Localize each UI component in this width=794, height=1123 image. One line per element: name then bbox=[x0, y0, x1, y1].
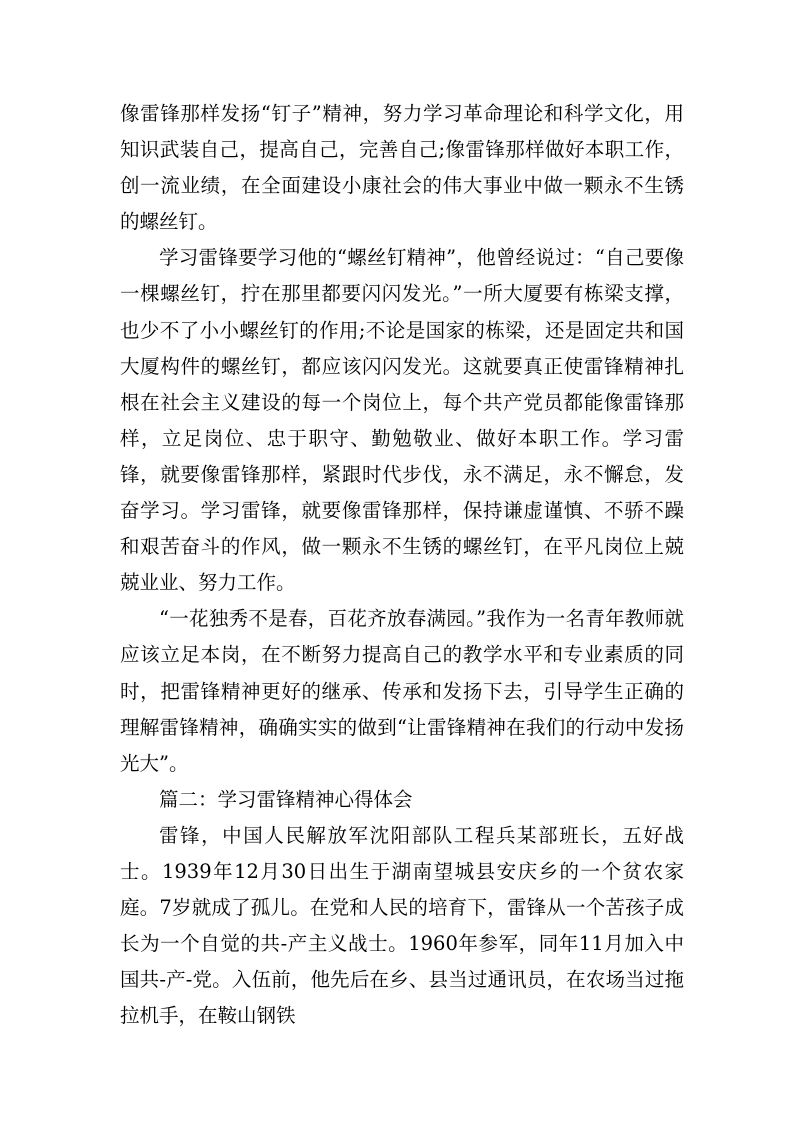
paragraph-biography bbox=[120, 818, 684, 1035]
section-heading bbox=[120, 782, 684, 818]
heading-text: 篇二：学习雷锋精神心得体会 bbox=[159, 787, 413, 811]
paragraph-young-teacher bbox=[120, 601, 684, 781]
document-body bbox=[120, 96, 684, 1034]
paragraph-screw-spirit bbox=[120, 240, 684, 601]
paragraph-text: 像雷锋那样发扬“钉子”精神，努力学习革命理论和科学文化，用知识武装自己，提高自己，完善自己;像雷锋那样做好本职工作，创一流业绩，在全面建设小康社会的伟大事业中做一颗永不生锈的螺丝钉。 bbox=[120, 102, 684, 234]
paragraph-text: “一花独秀不是春，百花齐放春满园。”我作为一名青年教师就应该立足本岗，在不断努力提高自己的教学水平和专业素质的同时，把雷锋精神更好的继承、传承和发扬下去，引导学生正确的理解雷锋精神，确确实实的做到“让雷锋精神在我们的行动中发扬光大”。 bbox=[120, 607, 684, 775]
paragraph-text: 学习雷锋要学习他的“螺丝钉精神”，他曾经说过：“自己要像一棵螺丝钉，拧在那里都要闪闪发光。”一所大厦要有栋梁支撑，也少不了小小螺丝钉的作用;不论是国家的栋梁，还是固定共和国大厦构件的螺丝钉，都应该闪闪发光。这就要真正使雷锋精神扎根在社会主义建设的每一个岗位上，每个共产党员都能像雷锋那样，立足岗位、忠于职守、勤勉敬业、做好本职工作。学习雷锋，就要像雷锋那样，紧跟时代步伐，永不满足，永不懈怠，发奋学习。学习雷锋，就要像雷锋那样，保持谦虚谨慎、不骄不躁和艰苦奋斗的作风，做一颗永不生锈的螺丝钉，在平凡岗位上兢兢业业、努力工作。 bbox=[120, 246, 684, 595]
paragraph-text: 雷锋，中国人民解放军沈阳部队工程兵某部班长，五好战士。1939年12月30日出生于湖南望城县安庆乡的一个贫农家庭。7岁就成了孤儿。在党和人民的培育下，雷锋从一个苦孩子成长为一个自觉的共-产主义战士。1960年参军，同年11月加入中国共-产-党。入伍前，他先后在乡、县当过通讯员，在农场当过拖拉机手，在鞍山钢铁 bbox=[120, 823, 684, 1028]
paragraph-continued bbox=[120, 96, 684, 240]
